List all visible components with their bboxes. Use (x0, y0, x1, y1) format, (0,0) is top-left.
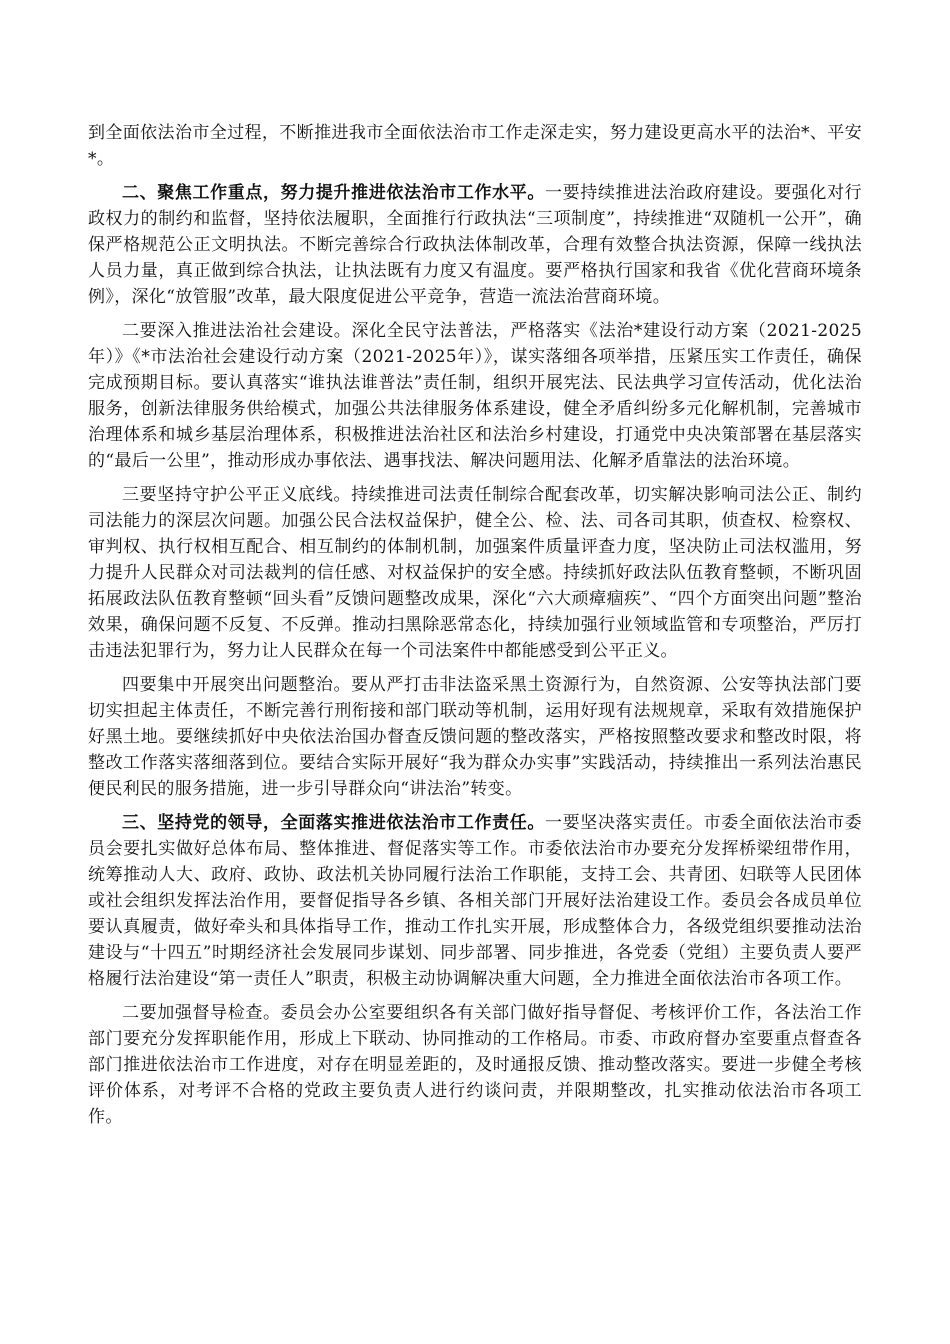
paragraph-6 (88, 810, 862, 992)
paragraph-3 (88, 318, 862, 474)
document-body (88, 120, 862, 1138)
paragraph-2 (88, 180, 862, 310)
section-3-heading: 三、坚持党的领导，全面落实推进依法治市工作责任。 (122, 813, 546, 833)
paragraph-6-text: 一要坚决落实责任。市委全面依法治市委员会要扎实做好总体布局、整体推进、督促落实等工作。市委依法治市办要充分发挥桥梁纽带作用，统筹推动人大、政府、政协、政法机关协同履行法治工作职能，支持工会、共青团、妇联等人民团体或社会组织发挥法治作用，要督促指导各乡镇、各相关部门开展好法治建设工作。委员会各成员单位要认真履责，做好牵头和具体指导工作，推动工作扎实开展，形成整体合力，各级党组织要推动法治建设与“十四五”时期经济社会发展同步谋划、同步部署、同步推进，各党委（党组）主要负责人要严格履行法治建设“第一责任人”职责，积极主动协调解决重大问题，全力推进全面依法治市各项工作。 (88, 813, 862, 989)
paragraph-3-text: 二要深入推进法治社会建设。深化全民守法普法，严格落实《法治*建设行动方案（2021-2025年）》《*市法治社会建设行动方案（2021-2025年）》，谋实落细各项举措，压紧压实工作责任，确保完成预期目标。要认真落实“谁执法谁普法”责任制，组织开展宪法、民法典学习宣传活动，优化法治服务，创新法律服务供给模式，加强公共法律服务体系建设，健全矛盾纠纷多元化解机制，完善城市治理体系和城乡基层治理体系，积极推进法治社区和法治乡村建设，打通党中央决策部署在基层落实的“最后一公里”，推动形成办事依法、遇事找法、解决问题用法、化解矛盾靠法的法治环境。 (88, 321, 862, 471)
paragraph-7-text: 二要加强督导检查。委员会办公室要组织各有关部门做好指导督促、考核评价工作，各法治工作部门要充分发挥职能作用，形成上下联动、协同推动的工作格局。市委、市政府督办室要重点督查各部门推进依法治市工作进度，对存在明显差距的，及时通报反馈、推动整改落实。要进一步健全考核评价体系，对考评不合格的党政主要负责人进行约谈问责，并限期整改，扎实推动依法治市各项工作。 (88, 1003, 862, 1127)
section-2-heading: 二、聚焦工作重点，努力提升推进依法治市工作水平。 (122, 183, 546, 203)
paragraph-4 (88, 482, 862, 664)
paragraph-2-text: 一要持续推进法治政府建设。要强化对行政权力的制约和监督，坚持依法履职，全面推行行政执法“三项制度”，持续推进“双随机一公开”，确保严格规范公正文明执法。不断完善综合行政执法体制改革，合理有效整合执法资源，保障一线执法人员力量，真正做到综合执法，让执法既有力度又有温度。要严格执行国家和我省《优化营商环境条例》，深化“放管服”改革，最大限度促进公平竞争，营造一流法治营商环境。 (88, 183, 862, 307)
paragraph-4-text: 三要坚持守护公平正义底线。持续推进司法责任制综合配套改革，切实解决影响司法公正、制约司法能力的深层次问题。加强公民合法权益保护，健全公、检、法、司各司其职，侦查权、检察权、审判权、执行权相互配合、相互制约的体制机制，加强案件质量评查力度，坚决防止司法权滥用，努力提升人民群众对司法裁判的信任感、对权益保护的安全感。持续抓好政法队伍教育整顿，不断巩固拓展政法队伍教育整顿“回头看”反馈问题整改成果，深化“六大顽瘴痼疾”、“四个方面突出问题”整治效果，确保问题不反复、不反弹。推动扫黑除恶常态化，持续加强行业领域监管和专项整治，严厉打击违法犯罪行为，努力让人民群众在每一个司法案件中都能感受到公平正义。 (88, 485, 862, 661)
paragraph-7 (88, 1000, 862, 1130)
paragraph-5-text: 四要集中开展突出问题整治。要从严打击非法盗采黑土资源行为，自然资源、公安等执法部门要切实担起主体责任，不断完善行刑衔接和部门联动等机制，运用好现有法规规章，采取有效措施保护好黑土地。要继续抓好中央依法治国办督查反馈问题的整改落实，严格按照整改要求和整改时限，将整改工作落实落细落到位。要结合实际开展好“我为群众办实事”实践活动，持续推出一系列法治惠民便民利民的服务措施，进一步引导群众向“讲法治”转变。 (88, 675, 862, 799)
paragraph-5 (88, 672, 862, 802)
paragraph-1 (88, 120, 862, 172)
paragraph-1-text: 到全面依法治市全过程，不断推进我市全面依法治市工作走深走实，努力建设更高水平的法治*、平安*。 (88, 123, 862, 169)
